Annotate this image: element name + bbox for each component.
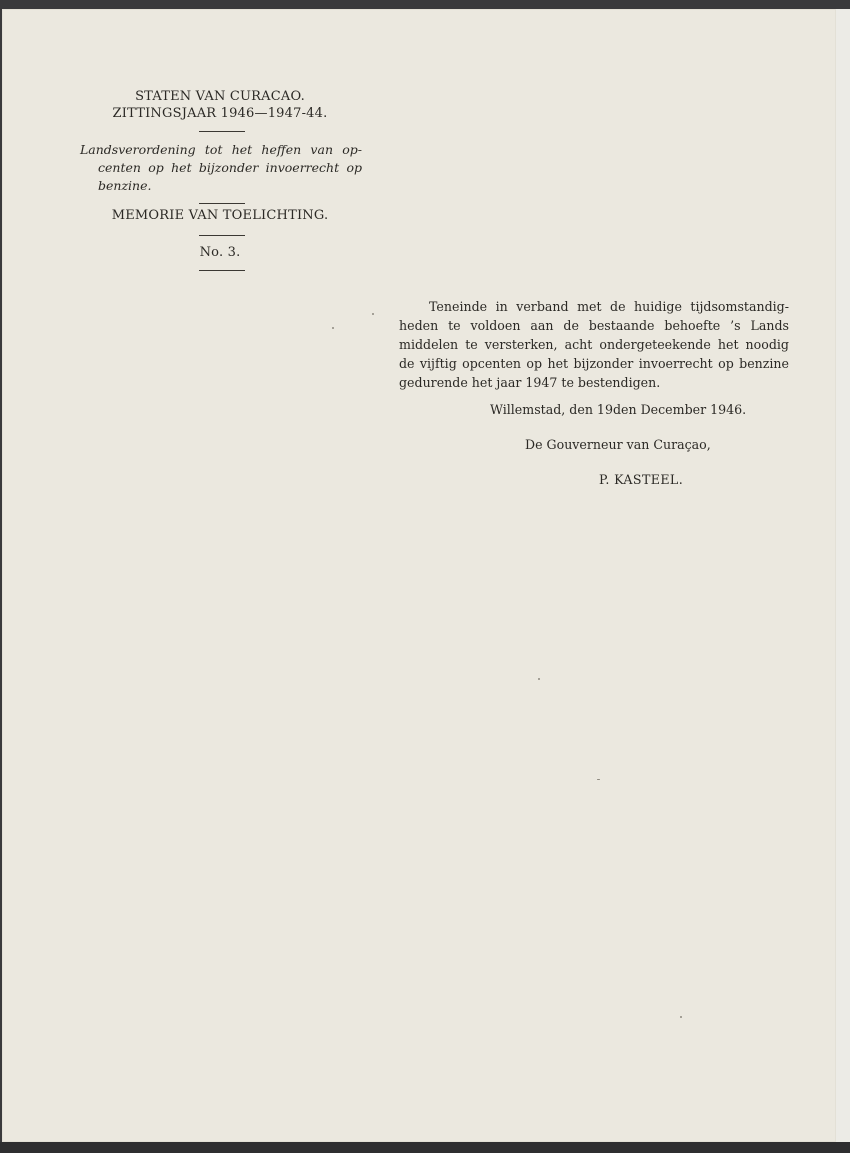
document-number: No. 3. [199,245,241,260]
paper-speck [538,678,540,680]
signature-name: P. KASTEEL. [599,472,684,487]
memorie-title: MEMORIE VAN TOELICHTING. [111,208,329,223]
paragraph-line: heden te voldoen aan de bestaande behoefte ’s Lands [399,318,789,333]
place-and-date: Willemstad, den 19den December 1946. [490,402,747,417]
explanatory-paragraph [399,297,789,392]
header-divider [199,131,245,132]
subject-line: Landsverordening tot het heffen van op- [80,142,362,157]
memorie-divider [199,235,245,236]
page-bottom-edge [0,1142,850,1153]
signatory-title: De Gouverneur van Curaçao, [525,437,711,452]
header-title: STATEN VAN CURACAO. [135,89,305,104]
paragraph-line: de vijftig opcenten op het bijzonder invoerrecht op benzine [399,356,789,371]
subject-line: benzine. [98,178,152,193]
paper-speck [680,1016,682,1018]
paper-speck [332,327,334,329]
page-right-edge [836,9,850,1142]
number-divider [199,270,245,271]
paragraph-line: gedurende het jaar 1947 te bestendigen. [399,375,661,390]
paragraph-line: middelen te versterken, acht ondergeteekende het noodig [399,337,789,352]
subject-divider [199,203,245,204]
paragraph-line: Teneinde in verband met de huidige tijdsomstandig- [429,299,789,314]
subject-description [80,141,362,195]
subject-line: centen op het bijzonder invoerrecht op [98,160,362,175]
paper-speck [597,779,600,780]
header-session-year: ZITTINGSJAAR 1946—1947-44. [112,106,328,121]
paper-speck [372,313,374,315]
